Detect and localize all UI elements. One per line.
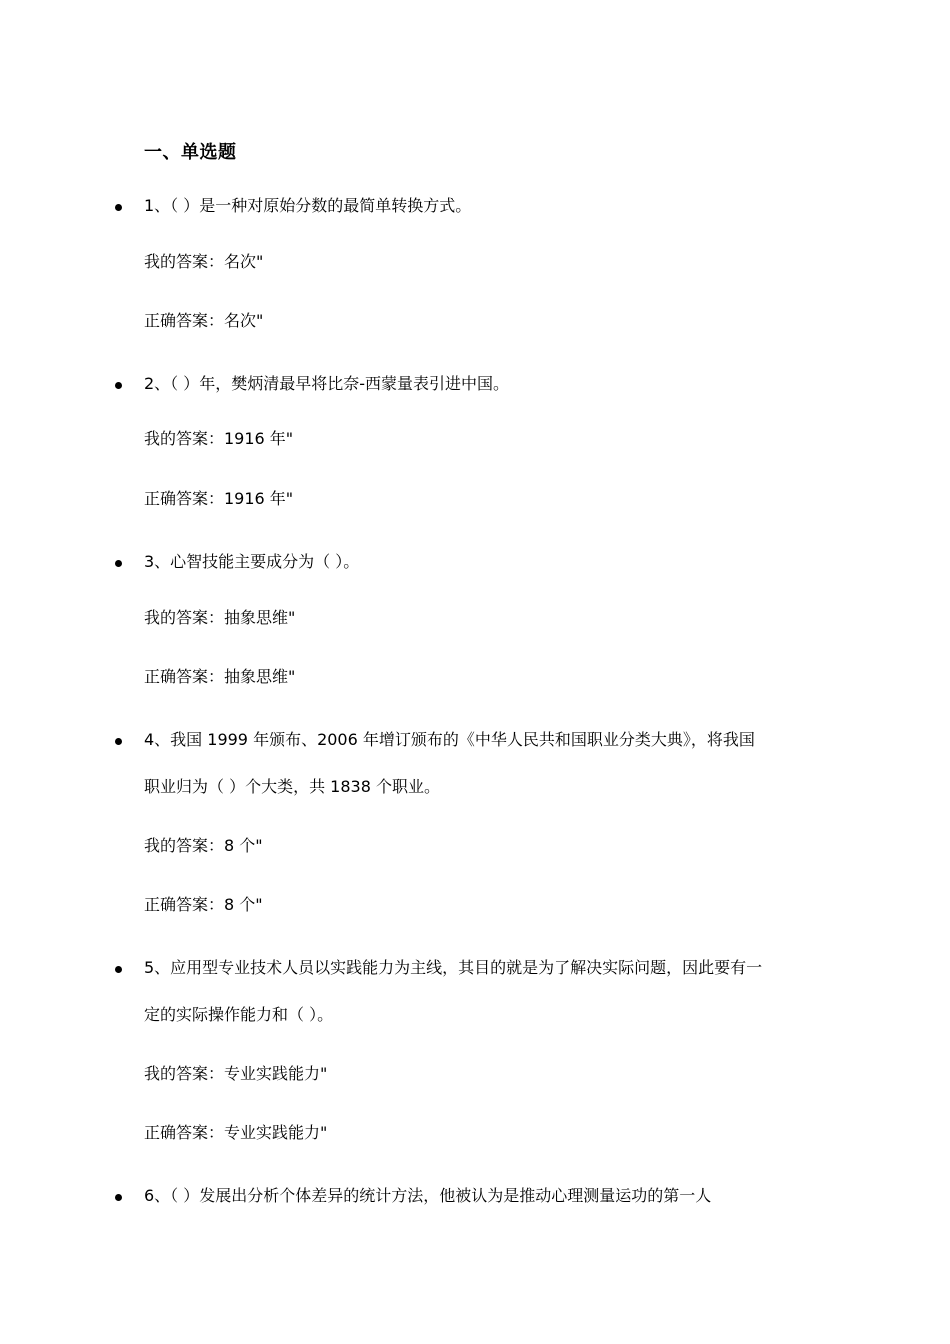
question-1-text: 1、（ ）是一种对原始分数的最简单转换方式。 bbox=[144, 196, 472, 215]
question-5-my-answer: 我的答案：专业实践能力" bbox=[144, 1064, 328, 1083]
question-4-text-line-2: 职业归为（ ）个大类，共 1838 个职业。 bbox=[144, 777, 440, 796]
question-3-my-answer: 我的答案：抽象思维" bbox=[144, 608, 296, 627]
question-5-text-line-2: 定的实际操作能力和（ ）。 bbox=[144, 1005, 334, 1024]
question-2-my-answer: 我的答案：1916 年" bbox=[144, 429, 294, 448]
question-3-correct-answer: 正确答案：抽象思维" bbox=[144, 667, 296, 686]
section-title: 一、单选题 bbox=[144, 142, 237, 163]
question-5-text-line-1: 5、应用型专业技术人员以实践能力为主线，其目的就是为了解决实际问题，因此要有一 bbox=[144, 958, 763, 977]
question-5-correct-answer: 正确答案：专业实践能力" bbox=[144, 1123, 328, 1142]
question-4-text-line-1: 4、我国 1999 年颁布、2006 年增订颁布的《中华人民共和国职业分类大典》，将我国 bbox=[144, 730, 755, 749]
question-2-text: 2、（ ）年，樊炳清最早将比奈-西蒙量表引进中国。 bbox=[144, 374, 510, 393]
question-4-my-answer: 我的答案：8 个" bbox=[144, 836, 263, 855]
question-1-my-answer: 我的答案：名次" bbox=[144, 252, 264, 271]
question-3-text: 3、心智技能主要成分为（ ）。 bbox=[144, 552, 360, 571]
bullet bbox=[115, 382, 122, 389]
bullet bbox=[115, 1194, 122, 1201]
bullet bbox=[115, 204, 122, 211]
bullet bbox=[115, 966, 122, 973]
bullet bbox=[115, 738, 122, 745]
question-6-text: 6、（ ）发展出分析个体差异的统计方法，他被认为是推动心理测量运功的第一人 bbox=[144, 1186, 712, 1205]
bullet bbox=[115, 560, 122, 567]
question-2-correct-answer: 正确答案：1916 年" bbox=[144, 489, 294, 508]
question-4-correct-answer: 正确答案：8 个" bbox=[144, 895, 263, 914]
question-1-correct-answer: 正确答案：名次" bbox=[144, 311, 264, 330]
